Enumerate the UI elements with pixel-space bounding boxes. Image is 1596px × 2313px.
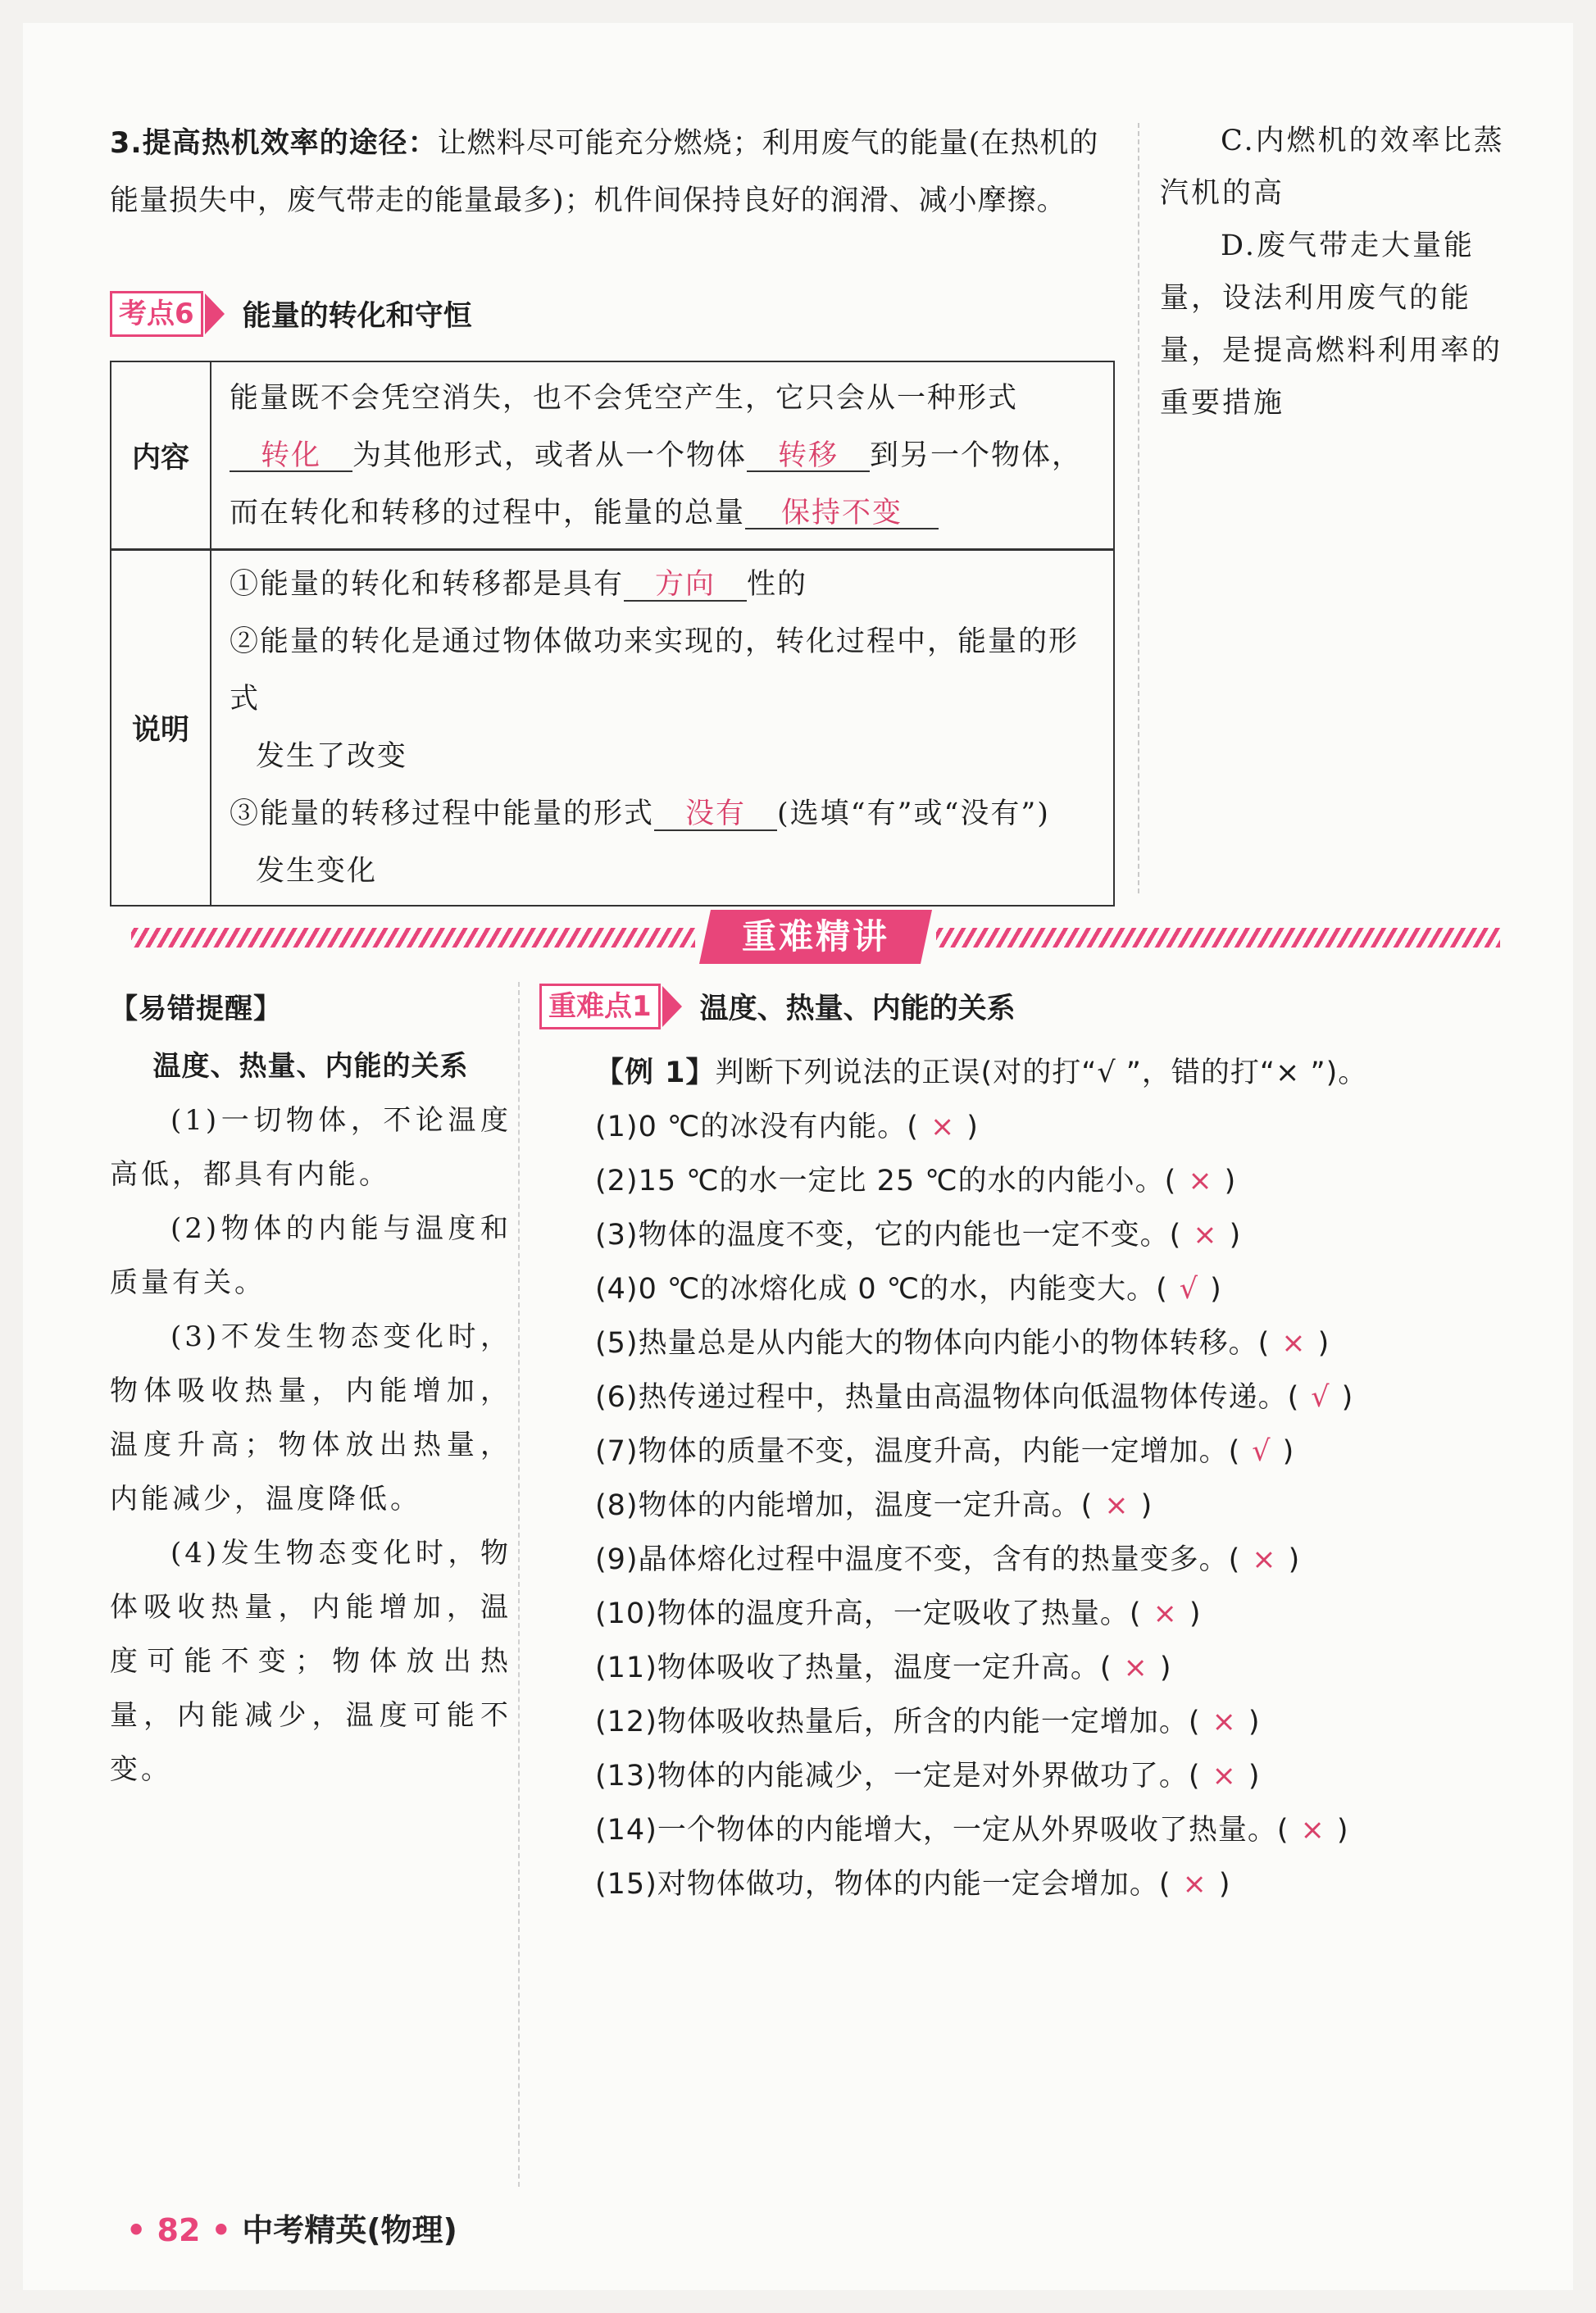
example-question: (14)一个物体的内能增大，一定从外界吸收了热量。	[595, 1814, 1277, 1847]
content-line-1	[230, 370, 1098, 427]
example-prompt-text: 判断下列说法的正误(对的打“√ ”，错的打“× ”)。	[715, 1057, 1368, 1089]
answer-blank-2: 转移	[747, 441, 870, 473]
kaodian6-title: 能量的转化和守恒	[242, 300, 472, 333]
right-column-options	[1160, 115, 1521, 429]
content-text-1: 能量既不会凭空消失，也不会凭空产生，它只会从一种形式	[230, 381, 1019, 415]
paren-open: (	[1287, 1381, 1300, 1414]
answer-blank-5: 没有	[654, 799, 777, 831]
explanation-cell	[211, 550, 1114, 907]
explain-text-2a: ②能量的转化是通过物体做功来实现的，转化过程中，能量的形式	[230, 625, 1080, 716]
zhongnan1-title: 温度、热量、内能的关系	[699, 993, 1016, 1025]
row-content-cell	[211, 361, 1114, 550]
paren-close: )	[1229, 1219, 1242, 1252]
paren-open: (	[1164, 1165, 1177, 1197]
option-c: C.内燃机的效率比蒸汽机的高	[1160, 125, 1505, 210]
paren-open: (	[1188, 1706, 1201, 1738]
paren-open: (	[1129, 1597, 1142, 1630]
explain-item-3	[230, 785, 1098, 843]
common-mistake-note	[110, 982, 512, 1797]
page-footer	[126, 2205, 457, 2250]
zhongnan1-tag: 重难点1	[539, 984, 661, 1029]
paren-open: (	[907, 1111, 919, 1143]
example-question: (2)15 ℃的水一定比 25 ℃的水的内能小。	[595, 1165, 1165, 1197]
example-question: (3)物体的温度不变，它的内能也一定不变。	[595, 1219, 1170, 1252]
example-answer-mark: √	[1252, 1435, 1271, 1468]
paren-close: )	[1317, 1327, 1330, 1360]
explain-text-3a: ③能量的转移过程中能量的形式	[230, 798, 655, 830]
example-question: (1)0 ℃的冰没有内能。	[595, 1111, 907, 1143]
example-item	[595, 1316, 1538, 1370]
paren-close: )	[966, 1111, 979, 1143]
note-point-2: (2)物体的内能与温度和质量有关。	[110, 1212, 512, 1299]
example-head: 【例 1】	[595, 1057, 716, 1089]
example-question: (8)物体的内能增加，温度一定升高。	[595, 1489, 1081, 1522]
example-question: (13)物体的内能减少，一定是对外界做功了。	[595, 1760, 1189, 1793]
paren-open: (	[1158, 1868, 1171, 1901]
example-item	[595, 1641, 1538, 1695]
example-item	[595, 1154, 1538, 1208]
example-item	[595, 1100, 1538, 1154]
example-answer-mark: ×	[930, 1111, 956, 1143]
example-item	[595, 1803, 1538, 1857]
paren-open: (	[1228, 1543, 1241, 1576]
example-item	[595, 1587, 1538, 1641]
example-question: (7)物体的质量不变，温度升高，内能一定增加。	[595, 1435, 1229, 1468]
example-question: (4)0 ℃的冰熔化成 0 ℃的水，内能变大。	[595, 1273, 1157, 1306]
table-row-explanation	[111, 550, 1114, 907]
explain-item-2-cont	[230, 728, 1098, 785]
content-text-3: 到另一个物体，	[870, 439, 1083, 472]
example-question: (11)物体吸收了热量，温度一定升高。	[595, 1652, 1100, 1684]
explain-text-1a: ①能量的转化和转移都是具有	[230, 568, 625, 601]
note-head: 【易错提醒】	[110, 993, 282, 1025]
example-item	[595, 1857, 1538, 1911]
kaodian6-tag: 考点6	[110, 291, 203, 337]
efficiency-lead: 3.提高热机效率的途径：	[110, 127, 438, 160]
example-answer-mark: √	[1179, 1273, 1199, 1306]
paren-open: (	[1228, 1435, 1241, 1468]
content-text-2: 为其他形式，或者从一个物体	[352, 439, 748, 472]
example-item	[595, 1695, 1538, 1749]
explain-text-2b: 发生了改变	[256, 740, 408, 773]
example-items	[595, 1100, 1538, 1911]
example-question: (5)热量总是从内能大的物体向内能小的物体转移。	[595, 1327, 1258, 1360]
explain-item-2	[230, 613, 1098, 728]
paren-open: (	[1188, 1760, 1201, 1793]
paren-close: )	[1210, 1273, 1222, 1306]
paren-close: )	[1140, 1489, 1153, 1522]
explain-text-3b: (选填“有”或“没有”)	[777, 798, 1050, 830]
row-header-explanation: 说明	[111, 550, 211, 907]
banner-title: 重难精讲	[741, 916, 889, 957]
example-item	[595, 1425, 1538, 1479]
bullet-icon: •	[126, 2212, 147, 2248]
explain-text-3c: 发生变化	[256, 855, 378, 888]
example-question: (6)热传递过程中，热量由高温物体向低温物体传递。	[595, 1381, 1288, 1414]
paren-open: (	[1099, 1652, 1112, 1684]
book-title: 中考精英(物理)	[242, 2212, 457, 2248]
kaodian6-heading	[110, 291, 472, 337]
content-text-4: 而在转化和转移的过程中，能量的总量	[230, 496, 746, 529]
explain-item-3-cont	[230, 843, 1098, 900]
bullet-icon: •	[211, 2212, 231, 2248]
example-item	[595, 1533, 1538, 1587]
paren-close: )	[1282, 1435, 1295, 1468]
example-answer-mark: ×	[1212, 1706, 1237, 1738]
explain-text-1b: 性的	[747, 568, 808, 601]
banner-hatch-left	[131, 928, 695, 947]
example-answer-mark: ×	[1252, 1543, 1277, 1576]
example-answer-mark: ×	[1281, 1327, 1307, 1360]
energy-conservation-table	[110, 361, 1115, 907]
column-divider	[1138, 123, 1139, 893]
example-answer-mark: ×	[1153, 1597, 1178, 1630]
explain-item-1	[230, 556, 1098, 613]
zhongnan1-heading	[539, 984, 1016, 1029]
example-1	[595, 1046, 1538, 1911]
example-question: (15)对物体做功，物体的内能一定会增加。	[595, 1868, 1159, 1901]
banner-hatch-right	[936, 928, 1500, 947]
example-answer-mark: √	[1311, 1381, 1330, 1414]
section-banner	[131, 910, 1500, 967]
example-answer-mark: ×	[1193, 1219, 1218, 1252]
example-item	[595, 1370, 1538, 1425]
paren-close: )	[1189, 1597, 1202, 1630]
column-divider-2	[518, 982, 520, 2187]
paren-close: )	[1248, 1760, 1261, 1793]
paren-close: )	[1248, 1706, 1261, 1738]
note-title: 温度、热量、内能的关系	[152, 1050, 469, 1083]
efficiency-text: 让燃料尽可能充分燃烧；利用废气的能量(在热机的能量损失中，废气带走的能量最多)；机件间保持良好的润滑、减小摩擦。	[110, 127, 1099, 217]
banner-title-box	[699, 910, 932, 964]
paren-open: (	[1257, 1327, 1271, 1360]
example-item	[595, 1479, 1538, 1533]
paren-close: )	[1159, 1652, 1172, 1684]
paren-open: (	[1080, 1489, 1094, 1522]
option-d: D.废气带走大量能量，设法利用废气的能量，是提高燃料利用率的重要措施	[1160, 229, 1503, 420]
paren-open: (	[1169, 1219, 1182, 1252]
efficiency-paragraph	[110, 115, 1114, 229]
paren-close: )	[1224, 1165, 1237, 1197]
answer-blank-4: 方向	[624, 570, 747, 602]
table-row-content	[111, 361, 1114, 550]
example-answer-mark: ×	[1300, 1814, 1325, 1847]
example-item	[595, 1749, 1538, 1803]
arrow-right-icon	[662, 986, 682, 1027]
answer-blank-1: 转化	[230, 441, 352, 473]
paren-close: )	[1218, 1868, 1231, 1901]
page-number: 82	[157, 2212, 201, 2248]
paren-close: )	[1288, 1543, 1301, 1576]
example-answer-mark: ×	[1182, 1868, 1207, 1901]
content-line-2	[230, 427, 1098, 484]
example-answer-mark: ×	[1188, 1165, 1213, 1197]
arrow-right-icon	[205, 293, 225, 334]
example-item	[595, 1262, 1538, 1316]
example-answer-mark: ×	[1104, 1489, 1130, 1522]
paren-close: )	[1341, 1381, 1354, 1414]
paren-open: (	[1156, 1273, 1168, 1306]
example-question: (10)物体的温度升高，一定吸收了热量。	[595, 1597, 1130, 1630]
example-question: (9)晶体熔化过程中温度不变，含有的热量变多。	[595, 1543, 1229, 1576]
example-answer-mark: ×	[1123, 1652, 1148, 1684]
example-answer-mark: ×	[1212, 1760, 1237, 1793]
note-point-4: (4)发生物态变化时，物体吸收热量，内能增加，温度可能不变；物体放出热量，内能减少，温度可能不变。	[110, 1537, 512, 1786]
content-line-3	[230, 484, 1098, 542]
example-item	[595, 1208, 1538, 1262]
example-question: (12)物体吸收热量后，所含的内能一定增加。	[595, 1706, 1189, 1738]
note-point-1: (1)一切物体，不论温度高低，都具有内能。	[110, 1104, 512, 1191]
example-prompt	[595, 1046, 1538, 1100]
paren-open: (	[1276, 1814, 1289, 1847]
answer-blank-3: 保持不变	[745, 498, 939, 530]
paren-close: )	[1336, 1814, 1349, 1847]
row-header-content: 内容	[111, 361, 211, 550]
note-point-3: (3)不发生物态变化时，物体吸收热量，内能增加，温度升高；物体放出热量，内能减少，温度降低。	[110, 1320, 512, 1515]
